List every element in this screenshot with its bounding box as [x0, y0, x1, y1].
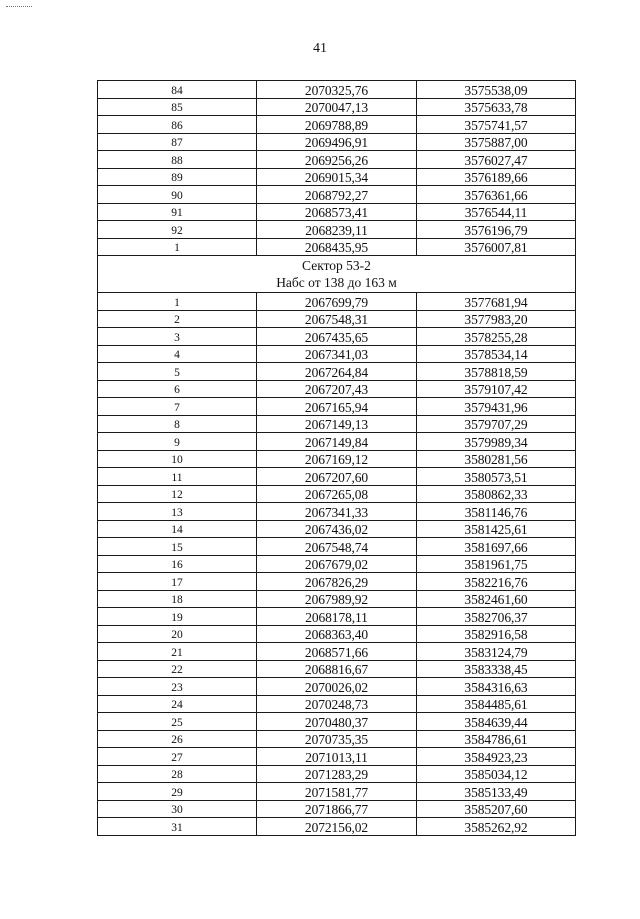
table-row [98, 398, 576, 416]
y-coordinate-cell: 3577681,94 [417, 293, 576, 311]
sector-title: Сектор 53-2 [302, 258, 371, 273]
table-row [98, 133, 576, 151]
y-coordinate-cell: 3576196,79 [417, 221, 576, 239]
point-number-cell: 84 [98, 81, 257, 99]
point-number-cell: 88 [98, 151, 257, 169]
x-coordinate-cell: 2071283,29 [257, 765, 417, 783]
table-row [98, 818, 576, 836]
y-coordinate-cell: 3582461,60 [417, 590, 576, 608]
table-row [98, 238, 576, 256]
point-number-cell: 23 [98, 678, 257, 696]
x-coordinate-cell: 2069788,89 [257, 116, 417, 134]
table-row [98, 678, 576, 696]
y-coordinate-cell: 3580573,51 [417, 468, 576, 486]
table-row [98, 625, 576, 643]
point-number-cell: 86 [98, 116, 257, 134]
x-coordinate-cell: 2069256,26 [257, 151, 417, 169]
x-coordinate-cell: 2068792,27 [257, 186, 417, 204]
y-coordinate-cell: 3584786,61 [417, 730, 576, 748]
point-number-cell: 22 [98, 660, 257, 678]
table-row [98, 765, 576, 783]
point-number-cell: 1 [98, 293, 257, 311]
x-coordinate-cell: 2067826,29 [257, 573, 417, 591]
y-coordinate-cell: 3585262,92 [417, 818, 576, 836]
table-row [98, 713, 576, 731]
x-coordinate-cell: 2071581,77 [257, 783, 417, 801]
table-row [98, 503, 576, 521]
point-number-cell: 17 [98, 573, 257, 591]
point-number-cell: 92 [98, 221, 257, 239]
sector-subtitle: Набс от 138 до 163 м [276, 275, 397, 290]
x-coordinate-cell: 2071866,77 [257, 800, 417, 818]
table-row [98, 116, 576, 134]
y-coordinate-cell: 3576189,66 [417, 168, 576, 186]
table-row [98, 783, 576, 801]
point-number-cell: 13 [98, 503, 257, 521]
table-body-before-sector [98, 81, 576, 256]
point-number-cell: 30 [98, 800, 257, 818]
x-coordinate-cell: 2070480,37 [257, 713, 417, 731]
point-number-cell: 1 [98, 238, 257, 256]
x-coordinate-cell: 2067679,02 [257, 555, 417, 573]
y-coordinate-cell: 3581697,66 [417, 538, 576, 556]
y-coordinate-cell: 3585133,49 [417, 783, 576, 801]
point-number-cell: 89 [98, 168, 257, 186]
x-coordinate-cell: 2070735,35 [257, 730, 417, 748]
point-number-cell: 5 [98, 363, 257, 381]
x-coordinate-cell: 2067989,92 [257, 590, 417, 608]
y-coordinate-cell: 3581146,76 [417, 503, 576, 521]
x-coordinate-cell: 2067264,84 [257, 363, 417, 381]
x-coordinate-cell: 2067341,03 [257, 345, 417, 363]
coordinates-table [97, 80, 576, 836]
point-number-cell: 18 [98, 590, 257, 608]
table-row [98, 520, 576, 538]
point-number-cell: 31 [98, 818, 257, 836]
x-coordinate-cell: 2067548,31 [257, 310, 417, 328]
x-coordinate-cell: 2067548,74 [257, 538, 417, 556]
table-row [98, 800, 576, 818]
table-body-after-sector [98, 293, 576, 836]
point-number-cell: 14 [98, 520, 257, 538]
point-number-cell: 90 [98, 186, 257, 204]
table-row [98, 538, 576, 556]
point-number-cell: 24 [98, 695, 257, 713]
point-number-cell: 6 [98, 380, 257, 398]
y-coordinate-cell: 3584316,63 [417, 678, 576, 696]
table-row [98, 485, 576, 503]
table-row [98, 590, 576, 608]
x-coordinate-cell: 2070248,73 [257, 695, 417, 713]
x-coordinate-cell: 2068363,40 [257, 625, 417, 643]
x-coordinate-cell: 2068178,11 [257, 608, 417, 626]
table-row [98, 203, 576, 221]
x-coordinate-cell: 2067265,08 [257, 485, 417, 503]
point-number-cell: 25 [98, 713, 257, 731]
x-coordinate-cell: 2067207,43 [257, 380, 417, 398]
table-row [98, 380, 576, 398]
y-coordinate-cell: 3580281,56 [417, 450, 576, 468]
x-coordinate-cell: 2071013,11 [257, 748, 417, 766]
y-coordinate-cell: 3579989,34 [417, 433, 576, 451]
point-number-cell: 87 [98, 133, 257, 151]
scan-edge-mark [6, 6, 32, 8]
y-coordinate-cell: 3578255,28 [417, 328, 576, 346]
x-coordinate-cell: 2067207,60 [257, 468, 417, 486]
x-coordinate-cell: 2067149,84 [257, 433, 417, 451]
x-coordinate-cell: 2070026,02 [257, 678, 417, 696]
table-row [98, 433, 576, 451]
y-coordinate-cell: 3584485,61 [417, 695, 576, 713]
y-coordinate-cell: 3579107,42 [417, 380, 576, 398]
point-number-cell: 3 [98, 328, 257, 346]
y-coordinate-cell: 3579707,29 [417, 415, 576, 433]
point-number-cell: 16 [98, 555, 257, 573]
point-number-cell: 28 [98, 765, 257, 783]
table-row [98, 468, 576, 486]
point-number-cell: 9 [98, 433, 257, 451]
x-coordinate-cell: 2072156,02 [257, 818, 417, 836]
table-row [98, 695, 576, 713]
point-number-cell: 11 [98, 468, 257, 486]
point-number-cell: 27 [98, 748, 257, 766]
x-coordinate-cell: 2069015,34 [257, 168, 417, 186]
table-row [98, 363, 576, 381]
table-row [98, 643, 576, 661]
x-coordinate-cell: 2068435,95 [257, 238, 417, 256]
table-row [98, 660, 576, 678]
point-number-cell: 85 [98, 98, 257, 116]
point-number-cell: 21 [98, 643, 257, 661]
table-row [98, 573, 576, 591]
x-coordinate-cell: 2070047,13 [257, 98, 417, 116]
y-coordinate-cell: 3582216,76 [417, 573, 576, 591]
point-number-cell: 91 [98, 203, 257, 221]
x-coordinate-cell: 2067169,12 [257, 450, 417, 468]
table-row [98, 748, 576, 766]
table-row [98, 293, 576, 311]
table-row [98, 81, 576, 99]
x-coordinate-cell: 2069496,91 [257, 133, 417, 151]
point-number-cell: 8 [98, 415, 257, 433]
point-number-cell: 20 [98, 625, 257, 643]
x-coordinate-cell: 2068816,67 [257, 660, 417, 678]
table-row [98, 345, 576, 363]
sector-header-group [98, 256, 576, 293]
table-row [98, 730, 576, 748]
point-number-cell: 19 [98, 608, 257, 626]
x-coordinate-cell: 2067699,79 [257, 293, 417, 311]
x-coordinate-cell: 2068239,11 [257, 221, 417, 239]
point-number-cell: 12 [98, 485, 257, 503]
y-coordinate-cell: 3577983,20 [417, 310, 576, 328]
point-number-cell: 29 [98, 783, 257, 801]
y-coordinate-cell: 3575741,57 [417, 116, 576, 134]
x-coordinate-cell: 2067341,33 [257, 503, 417, 521]
sector-header-cell [98, 256, 576, 293]
x-coordinate-cell: 2067165,94 [257, 398, 417, 416]
table-row [98, 555, 576, 573]
table-row [98, 151, 576, 169]
table-row [98, 168, 576, 186]
point-number-cell: 15 [98, 538, 257, 556]
x-coordinate-cell: 2068571,66 [257, 643, 417, 661]
table-row [98, 328, 576, 346]
x-coordinate-cell: 2067149,13 [257, 415, 417, 433]
table-row [98, 186, 576, 204]
point-number-cell: 26 [98, 730, 257, 748]
y-coordinate-cell: 3575633,78 [417, 98, 576, 116]
x-coordinate-cell: 2070325,76 [257, 81, 417, 99]
y-coordinate-cell: 3575887,00 [417, 133, 576, 151]
y-coordinate-cell: 3583124,79 [417, 643, 576, 661]
table-row [98, 608, 576, 626]
y-coordinate-cell: 3585034,12 [417, 765, 576, 783]
table-row [98, 221, 576, 239]
point-number-cell: 7 [98, 398, 257, 416]
y-coordinate-cell: 3585207,60 [417, 800, 576, 818]
table-row [98, 310, 576, 328]
y-coordinate-cell: 3581961,75 [417, 555, 576, 573]
x-coordinate-cell: 2068573,41 [257, 203, 417, 221]
y-coordinate-cell: 3584639,44 [417, 713, 576, 731]
y-coordinate-cell: 3582706,37 [417, 608, 576, 626]
table-row [98, 450, 576, 468]
y-coordinate-cell: 3583338,45 [417, 660, 576, 678]
y-coordinate-cell: 3576544,11 [417, 203, 576, 221]
page-number: 41 [313, 41, 327, 56]
y-coordinate-cell: 3576361,66 [417, 186, 576, 204]
y-coordinate-cell: 3582916,58 [417, 625, 576, 643]
y-coordinate-cell: 3576007,81 [417, 238, 576, 256]
y-coordinate-cell: 3579431,96 [417, 398, 576, 416]
sector-header-row [98, 256, 576, 293]
y-coordinate-cell: 3584923,23 [417, 748, 576, 766]
y-coordinate-cell: 3580862,33 [417, 485, 576, 503]
point-number-cell: 4 [98, 345, 257, 363]
y-coordinate-cell: 3575538,09 [417, 81, 576, 99]
x-coordinate-cell: 2067436,02 [257, 520, 417, 538]
point-number-cell: 2 [98, 310, 257, 328]
table-row [98, 415, 576, 433]
y-coordinate-cell: 3576027,47 [417, 151, 576, 169]
y-coordinate-cell: 3581425,61 [417, 520, 576, 538]
y-coordinate-cell: 3578534,14 [417, 345, 576, 363]
point-number-cell: 10 [98, 450, 257, 468]
y-coordinate-cell: 3578818,59 [417, 363, 576, 381]
x-coordinate-cell: 2067435,65 [257, 328, 417, 346]
table-row [98, 98, 576, 116]
